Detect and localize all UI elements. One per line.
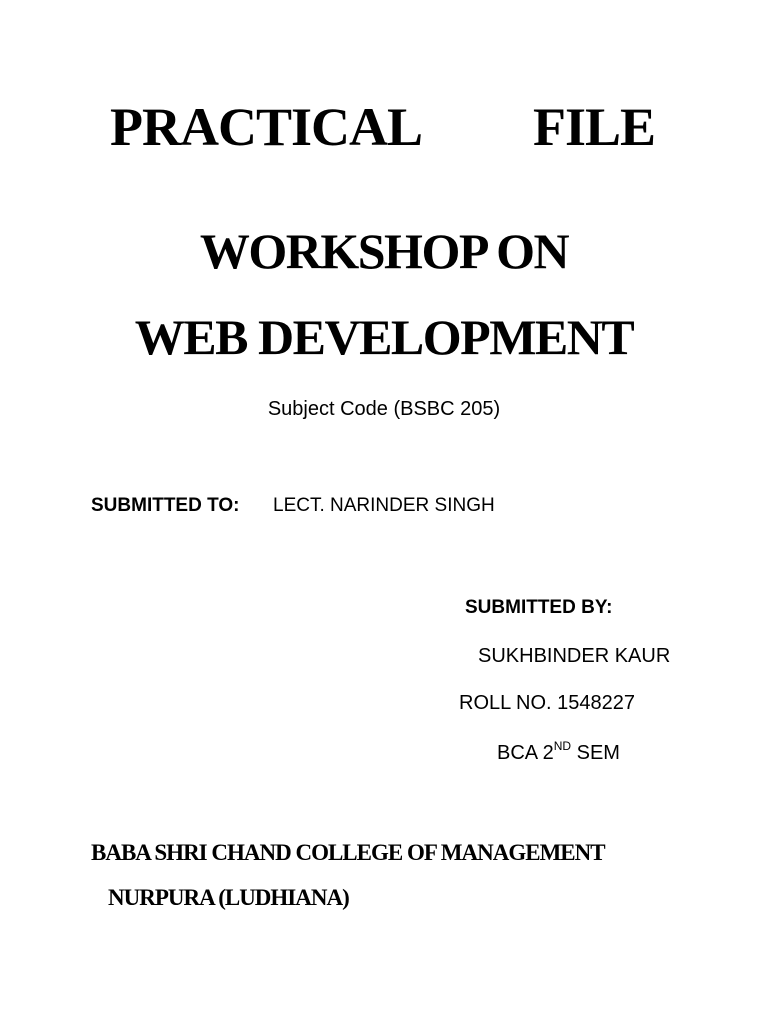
roll-number: ROLL NO. 1548227 bbox=[459, 692, 636, 714]
course-prefix: BCA 2 bbox=[497, 742, 554, 764]
title-practical: PRACTICAL bbox=[110, 97, 423, 157]
college-location: NURPURA (LUDHIANA) bbox=[108, 885, 349, 910]
course-suffix: SEM bbox=[571, 742, 620, 764]
student-name: SUKHBINDER KAUR bbox=[478, 645, 671, 667]
subject-code: Subject Code (BSBC 205) bbox=[267, 398, 501, 420]
subject-title-line-1: WORKSHOP ON bbox=[199, 223, 569, 279]
subject-title-line-2: WEB DEVELOPMENT bbox=[134, 309, 634, 365]
college-name: BABA SHRI CHAND COLLEGE OF MANAGEMENT bbox=[91, 840, 605, 865]
submitted-to-label: SUBMITTED TO: bbox=[91, 495, 240, 516]
course-semester bbox=[497, 739, 620, 765]
course-superscript: ND bbox=[553, 739, 572, 753]
submitted-to-value: LECT. NARINDER SINGH bbox=[273, 495, 495, 516]
title-file: FILE bbox=[533, 97, 656, 157]
submitted-by-label: SUBMITTED BY: bbox=[465, 597, 613, 618]
